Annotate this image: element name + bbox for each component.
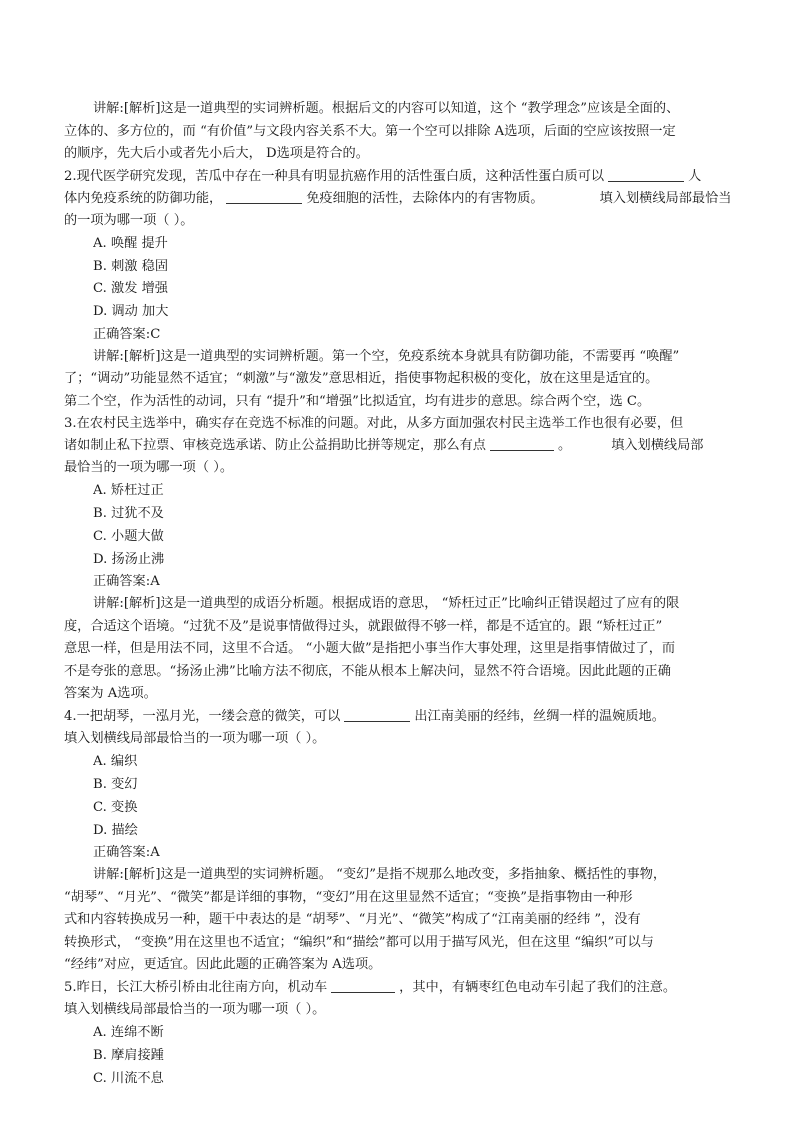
option-a: A. 唤醒 提升 — [93, 236, 168, 251]
option-a: A. 矫枉过正 — [93, 483, 164, 498]
correct-answer: 正确答案:A — [93, 845, 160, 860]
explanation-line: 讲解:[解析]这是一道典型的实词辨析题。 “变幻”是指不规那么地改变，多指抽象、概括性的事物， — [93, 867, 667, 882]
option-c: C. 变换 — [93, 800, 138, 815]
answer-blank — [344, 707, 410, 722]
correct-answer: 正确答案:A — [93, 574, 160, 589]
explanation-line: 第二个空，作为活性的动词，只有 “提升”和“增强”比拟适宜，均有进步的意思。综合两个空，选 C。 — [64, 394, 651, 409]
question-stem: 4.一把胡琴，一泓月光，一缕会意的微笑，可以 出江南美丽的经纬，丝绸一样的温婉质地。 — [64, 709, 665, 724]
answer-blank — [608, 167, 684, 182]
option-c: C. 川流不息 — [93, 1071, 164, 1086]
explanation-line: 讲解:[解析]这是一道典型的成语分析题。根据成语的意思， “矫枉过正”比喻纠正错误超过了应有的限 — [93, 596, 680, 611]
explanation-line: 意思一样，但是用法不同，这里不合适。 “小题大做”是指把小事当作大事处理，这里是指事情做过了，而 — [64, 641, 676, 656]
explanation-line: 的顺序，先大后小或者先小后大， D选项是符合的。 — [64, 146, 369, 161]
explanation-line: 转换形式， “变换”用在这里也不适宜；“编织”和“描绘”都可以用于描写风光，但在这里 “编织”可以与 — [64, 935, 654, 950]
question-stem: 5.昨日，长江大桥引桥由北往南方向，机动车 ，其中，有辆枣红色电动车引起了我们的注意。 — [64, 980, 677, 995]
answer-blank — [331, 978, 395, 993]
explanation-line: 讲解:[解析]这是一道典型的实词辨析题。第一个空，免疫系统本身就具有防御功能，不需要再 “唤醒” — [93, 349, 680, 364]
explanation-line: 度，合适这个语境。“过犹不及”是说事情做得过头，就跟做得不够一样，都是不适宜的。跟 “矫枉过正” — [64, 619, 663, 634]
question-stem: 诸如制止私下拉票、审核竞选承诺、防止公益捐助比拼等规定，那么有点 。 填入划横线局部 — [64, 438, 704, 453]
explanation-line: 式和内容转换成另一种，题干中表达的是 “胡琴”、“月光”、“微笑”构成了“江南美丽的经纬 ”，没有 — [64, 912, 641, 927]
question-stem: 的一项为哪一项（ ）。 — [64, 213, 194, 228]
question-stem: 填入划横线局部最恰当的一项为哪一项（ ）。 — [64, 731, 326, 746]
explanation-line: 了；“调动”功能显然不适宜；“刺激”与“激发”意思相近，指使事物起积极的变化，放在这里是适宜的。 — [64, 371, 659, 386]
option-a: A. 编织 — [93, 754, 138, 769]
correct-answer: 正确答案:C — [93, 327, 161, 342]
explanation-line: “胡琴”、“月光”、“微笑”都是详细的事物，“变幻”用在这里显然不适宜；“变换”是指事物由一种形 — [64, 890, 633, 905]
option-b: B. 过犹不及 — [93, 506, 164, 521]
question-stem: 最恰当的一项为哪一项（ ）。 — [64, 460, 234, 475]
option-c: C. 激发 增强 — [93, 281, 168, 296]
answer-blank — [226, 189, 302, 204]
option-a: A. 连绵不断 — [93, 1025, 164, 1040]
option-b: B. 变幻 — [93, 777, 138, 792]
option-c: C. 小题大做 — [93, 529, 164, 544]
explanation-line: 不是夸张的意思。“扬汤止沸”比喻方法不彻底，不能从根本上解决问，显然不符合语境。因此此题的正确 — [64, 664, 671, 679]
question-stem: 2.现代医学研究发现，苦瓜中存在一种具有明显抗癌作用的活性蛋白质，这种活性蛋白质可以 人 — [64, 169, 702, 184]
option-d: D. 扬汤止沸 — [93, 552, 165, 567]
question-stem: 3.在农村民主选举中，确实存在竞选不标准的问题。对此，从多方面加强农村民主选举工作也很有必要，但 — [64, 416, 684, 431]
explanation-line: 立体的、多方位的，而 “有价值”与文段内容关系不大。第一个空可以排除 A选项，后面的空应该按照一定 — [64, 124, 676, 139]
explanation-line: “经纬”对应，更适宜。因此此题的正确答案为 A选项。 — [64, 957, 382, 972]
option-b: B. 刺激 稳固 — [93, 259, 169, 274]
option-b: B. 摩肩接踵 — [93, 1048, 164, 1063]
question-stem: 体内免疫系统的防御功能， 免疫细胞的活性，去除体内的有害物质。 填入划横线局部最恰当 — [64, 191, 732, 206]
explanation-line: 讲解:[解析]这是一道典型的实词辨析题。根据后文的内容可以知道，这个 “教学理念”应该是全面的、 — [93, 101, 680, 116]
explanation-line: 答案为 A选项。 — [64, 686, 157, 701]
question-stem: 填入划横线局部最恰当的一项为哪一项（ ）。 — [64, 1002, 326, 1017]
answer-blank — [490, 436, 554, 451]
option-d: D. 描绘 — [93, 823, 138, 838]
option-d: D. 调动 加大 — [93, 304, 169, 319]
